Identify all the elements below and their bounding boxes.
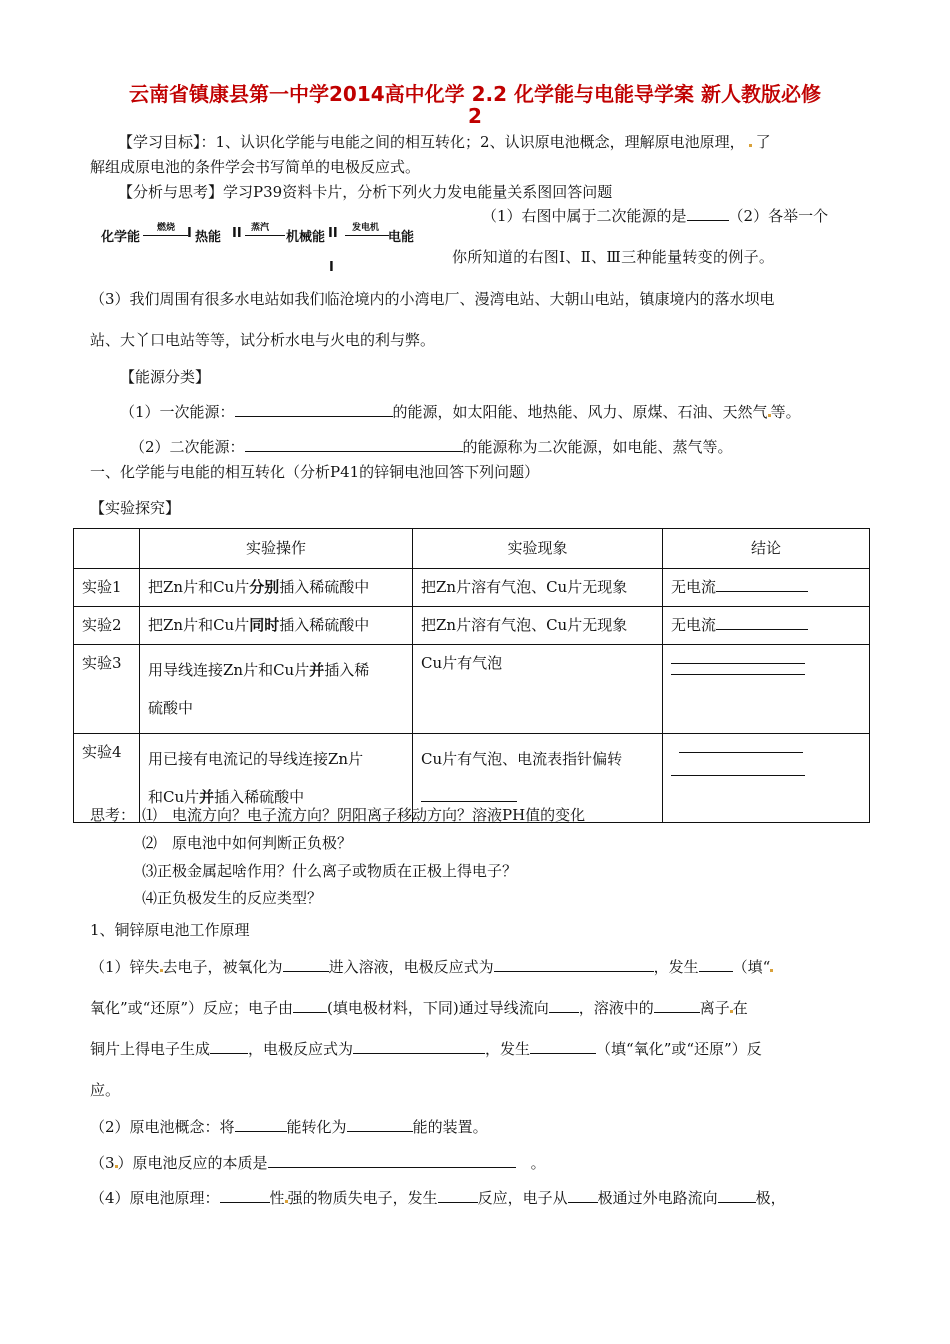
conclusion-blank[interactable] (671, 663, 805, 664)
conclusion-blank[interactable] (671, 674, 805, 675)
row-operation: 用已接有电流记的导线连接Zn片 和Cu片并插入稀硫酸中 (140, 734, 413, 823)
principle-p1: （1）锌失 去电子，被氧化为 进入溶液，电极反应式为 ，发生 （填“ (90, 956, 773, 977)
principle-p4: 应。 (90, 1081, 121, 1099)
row-phenomenon: 把Zn片溶有气泡、Cu片无现象 (413, 569, 663, 607)
conclusion-blank[interactable] (671, 775, 805, 776)
primary-blank[interactable] (235, 402, 393, 417)
diagram-marker-2: II (232, 226, 242, 241)
table-header-row (74, 529, 870, 569)
analysis-label: 【分析与思考】 (118, 183, 224, 201)
secondary-label: （2）二次能源： (130, 438, 245, 456)
energy-primary (120, 401, 801, 422)
blank[interactable] (210, 1039, 248, 1054)
blank[interactable] (347, 1117, 413, 1132)
table-row (74, 607, 870, 645)
diagram-marker-4: I (329, 260, 334, 275)
goals-line2: 解组成原电池的条件学会书写简单的电极反应式。 (90, 158, 421, 176)
experiment-heading: 【实验探究】 (90, 499, 181, 517)
blank[interactable] (549, 998, 579, 1013)
diagram-node-heat: 热能 (195, 230, 222, 245)
experiment-table (73, 528, 870, 823)
think-label: 思考： (90, 806, 136, 824)
primary-end: 等。 (770, 403, 801, 421)
primary-rest: 的能源，如太阳能、地热能、风力、原煤、石油、天然气 (392, 403, 768, 421)
blank[interactable] (235, 1117, 287, 1132)
table-header-phenomenon: 实验现象 (413, 529, 663, 569)
row-conclusion (663, 734, 870, 823)
section-1-heading: 一、化学能与电能的相互转化（分析P41的锌铜电池回答下列问题） (90, 463, 540, 481)
row-phenomenon: Cu片有气泡 (413, 645, 663, 734)
row-name: 实验3 (74, 645, 140, 734)
page-title-line2: 2 (468, 104, 482, 128)
blank[interactable] (220, 1188, 270, 1203)
blank[interactable] (530, 1039, 596, 1054)
blank[interactable] (494, 957, 654, 972)
row-phenomenon: Cu片有气泡、电流表指针偏转 (413, 734, 663, 823)
secondary-blank[interactable] (245, 437, 463, 452)
blank[interactable] (293, 998, 327, 1013)
principle-p3: 铜片上得电子生成 ，电极反应式为 ，发生 （填“氧化”或“还原”）反 (90, 1040, 762, 1058)
diagram-marker-3: II (328, 226, 338, 241)
table-header-empty (74, 529, 140, 569)
analysis-line (118, 181, 612, 202)
diagram-node-mechanical: 机械能 (286, 230, 326, 245)
blank[interactable] (268, 1153, 516, 1168)
energy-secondary (130, 436, 733, 457)
conclusion-blank[interactable] (716, 577, 808, 592)
think-item: ⑷正负极发生的反应类型？ (142, 889, 323, 907)
principle-heading: 1、铜锌原电池工作原理 (90, 921, 250, 939)
question-1-line2: 你所知道的右图Ⅰ、Ⅱ、Ⅲ三种能量转变的例子。 (452, 248, 775, 266)
goals-text-end: 了 (755, 133, 771, 151)
principle-mechanism: （4）原电池原理： 性 强的物质失电子，发生 反应，电子从 极通过外电路流向 极， (90, 1189, 786, 1207)
row-operation: 把Zn片和Cu片分别插入稀硫酸中 (140, 569, 413, 607)
diagram-arrow-label-steam: 蒸汽 (251, 223, 270, 233)
think-item: ⑵ 原电池中如何判断正负极？ (142, 834, 353, 852)
principle-p2: 氧化”或“还原”）反应；电子由 (填电极材料，下同)通过导线流向 ，溶液中的 离子 在 (90, 999, 748, 1017)
diagram-marker-1: I (187, 226, 192, 241)
blank[interactable] (353, 1039, 485, 1054)
blank[interactable] (568, 1188, 598, 1203)
principle-concept: （2）原电池概念：将 能转化为 能的装置。 (90, 1118, 488, 1136)
blank[interactable] (718, 1188, 756, 1203)
primary-label: （1）一次能源： (120, 403, 235, 421)
blank[interactable] (654, 998, 700, 1013)
think-item: ⑴ 电流方向？电子流方向？阴阳离子移动方向？溶液PH值的变化 (142, 806, 586, 824)
secondary-rest: 的能源称为二次能源，如电能、蒸气等。 (462, 438, 733, 456)
goals-text: 1、认识化学能与电能之间的相互转化；2、认识原电池概念，理解原电池原理， (215, 133, 745, 151)
diagram-arrow-1 (143, 235, 188, 236)
diagram-node-chemical: 化学能 (101, 230, 141, 245)
energy-heading: 【能源分类】 (120, 368, 211, 386)
goals-label: 【学习目标】： (118, 133, 216, 151)
goals-line1 (118, 131, 771, 152)
diagram-arrow-2 (245, 235, 285, 236)
row-phenomenon: 把Zn片溶有气泡、Cu片无现象 (413, 607, 663, 645)
diagram-arrow-label-burn: 燃烧 (157, 223, 176, 233)
table-header-operation: 实验操作 (140, 529, 413, 569)
row-operation: 用导线连接Zn片和Cu片并插入稀 硫酸中 (140, 645, 413, 734)
row-conclusion (663, 645, 870, 734)
blank[interactable] (438, 1188, 478, 1203)
q1-part2: （2）各举一个 (728, 207, 829, 225)
table-row (74, 645, 870, 734)
conclusion-blank[interactable] (716, 615, 808, 630)
q1-part1: （1）右图中属于二次能源的是 (482, 207, 687, 225)
row-name: 实验1 (74, 569, 140, 607)
blank[interactable] (699, 957, 733, 972)
row-operation: 把Zn片和Cu片同时插入稀硫酸中 (140, 607, 413, 645)
table-row (74, 569, 870, 607)
analysis-text: 学习P39资料卡片，分析下列火力发电能量关系图回答问题 (223, 183, 613, 201)
row-name: 实验4 (74, 734, 140, 823)
question-3-line2: 站、大丫口电站等等，试分析水电与火电的利与弊。 (90, 331, 436, 349)
think-item: ⑶正极金属起啥作用？什么离子或物质在正极上得电子？ (142, 862, 518, 880)
row-name: 实验2 (74, 607, 140, 645)
question-3-line1: （3）我们周围有很多水电站如我们临沧境内的小湾电厂、漫湾电站、大朝山电站，镇康境内的落水坝电 (90, 290, 775, 308)
phenomenon-blank[interactable] (421, 787, 517, 802)
q1-blank[interactable] (687, 206, 729, 221)
diagram-arrow-3 (345, 235, 389, 236)
principle-essence: （3 ）原电池反应的本质是 。 (90, 1154, 546, 1172)
row-conclusion: 无电流 (663, 569, 870, 607)
page-title: 云南省镇康县第一中学2014高中化学 2.2 化学能与电能导学案 新人教版必修 (129, 82, 821, 106)
blank[interactable] (283, 957, 329, 972)
diagram-node-electric: 电能 (388, 230, 415, 245)
question-1-line1 (482, 205, 828, 226)
conclusion-blank[interactable] (679, 752, 803, 753)
diagram-arrow-label-generator: 发电机 (352, 223, 380, 233)
table-header-conclusion: 结论 (663, 529, 870, 569)
row-conclusion: 无电流 (663, 607, 870, 645)
